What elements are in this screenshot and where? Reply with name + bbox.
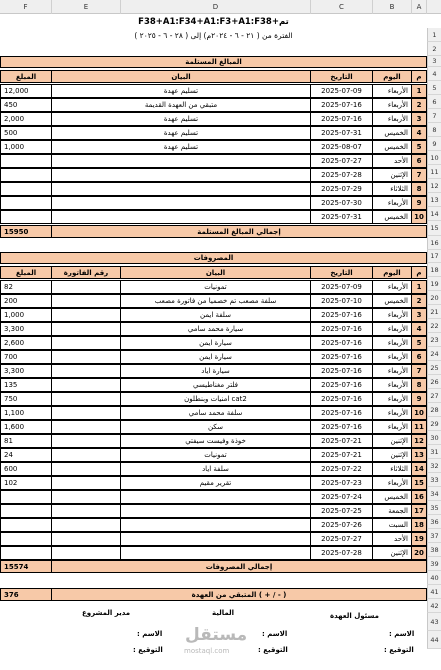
deposit-date-cell[interactable]: 2025-07-28 (311, 168, 373, 182)
row-number[interactable]: 21 (427, 305, 441, 319)
expense-number-cell[interactable]: 19 (412, 532, 427, 546)
deposits-total-row (0, 225, 427, 238)
expense-number-cell[interactable]: 17 (412, 504, 427, 518)
expenses-table-header (0, 266, 427, 279)
finance-name-label: الاسم : (262, 630, 288, 638)
row-number[interactable]: 12 (427, 179, 441, 193)
expense-description-cell[interactable]: سكن (121, 420, 311, 434)
expense-day-cell[interactable]: الأربعاء (373, 406, 412, 420)
expense-description-cell[interactable]: سلفة ايمن (121, 308, 311, 322)
expenses-section-title[interactable]: المصروفات (0, 252, 427, 264)
deposits-section-header (0, 56, 427, 68)
row-number[interactable]: 25 (427, 361, 441, 375)
row-number[interactable]: 37 (427, 529, 441, 543)
deposits-header-description[interactable]: البيان (52, 70, 311, 83)
expense-amount-cell[interactable] (0, 504, 52, 518)
deposits-total-value[interactable]: 15950 (0, 225, 52, 238)
expense-date-cell[interactable]: 2025-07-16 (311, 406, 373, 420)
row-number[interactable]: 23 (427, 333, 441, 347)
expense-day-cell[interactable]: الثلاثاء (373, 462, 412, 476)
expenses-header-date[interactable]: التاريخ (311, 266, 373, 279)
deposit-description-cell[interactable] (52, 168, 311, 182)
expense-invoice-cell[interactable] (52, 462, 121, 476)
row-number[interactable]: 35 (427, 501, 441, 515)
row-number[interactable]: 41 (427, 585, 441, 599)
expense-number-cell[interactable]: 13 (412, 448, 427, 462)
deposit-amount-cell[interactable] (0, 182, 52, 196)
expense-number-cell[interactable]: 20 (412, 546, 427, 560)
deposit-amount-cell[interactable]: 1,000 (0, 140, 52, 154)
deposit-date-cell[interactable]: 2025-07-27 (311, 154, 373, 168)
expense-day-cell[interactable]: الإثنين (373, 434, 412, 448)
expense-description-cell[interactable]: سلفة مصعب تم خصميا من فاتورة مصعب (121, 294, 311, 308)
watermark-url: mostaql.com (184, 647, 230, 655)
expense-invoice-cell[interactable] (52, 518, 121, 532)
row-number[interactable]: 29 (427, 417, 441, 431)
deposit-date-cell[interactable]: 2025-07-30 (311, 196, 373, 210)
finance-sign-label: التوقيع : (258, 646, 288, 654)
expense-day-cell[interactable]: الأحد (373, 532, 412, 546)
expense-date-cell[interactable]: 2025-07-16 (311, 322, 373, 336)
expense-row (0, 490, 427, 504)
deposits-header-date[interactable]: التاريخ (311, 70, 373, 83)
expense-date-cell[interactable]: 2025-07-27 (311, 532, 373, 546)
expense-description-cell[interactable]: سيارة ايمن (121, 336, 311, 350)
deposit-description-cell[interactable] (52, 154, 311, 168)
column-header-a[interactable]: A (412, 0, 427, 14)
expense-row (0, 518, 427, 532)
expense-date-cell[interactable]: 2025-07-23 (311, 476, 373, 490)
expense-invoice-cell[interactable] (52, 504, 121, 518)
expense-date-cell[interactable]: 2025-07-16 (311, 308, 373, 322)
expense-row (0, 322, 427, 336)
manager-name-label: الاسم : (137, 630, 163, 638)
deposit-date-cell[interactable]: 2025-07-31 (311, 210, 373, 224)
expense-amount-cell[interactable]: 102 (0, 476, 52, 490)
deposits-header-day[interactable]: اليوم (373, 70, 412, 83)
expense-description-cell[interactable]: فلتر مغناطيسي (121, 378, 311, 392)
row-number[interactable]: 24 (427, 347, 441, 361)
expense-day-cell[interactable]: الأربعاء (373, 322, 412, 336)
expense-description-cell[interactable]: امنيات وبنطلون cat2 (121, 392, 311, 406)
expense-date-cell[interactable]: 2025-07-22 (311, 462, 373, 476)
deposit-day-cell[interactable]: الأربعاء (373, 98, 412, 112)
expense-date-cell[interactable]: 2025-07-16 (311, 392, 373, 406)
row-number[interactable]: 43 (427, 613, 441, 631)
period-range[interactable]: الفترة من ( ٢١ - ٦ - ٢٠٢٤م) إلى ( ٢٨ - ٦ - ٢٠٢٥ ) (134, 31, 293, 40)
expense-invoice-cell[interactable] (52, 448, 121, 462)
row-number[interactable]: 4 (427, 67, 441, 81)
row-number[interactable]: 8 (427, 123, 441, 137)
expense-day-cell[interactable]: الأربعاء (373, 378, 412, 392)
expense-date-cell[interactable]: 2025-07-21 (311, 434, 373, 448)
deposit-day-cell[interactable]: الأحد (373, 154, 412, 168)
expense-row (0, 448, 427, 462)
deposits-header-amount[interactable]: المبلغ (0, 70, 52, 83)
deposit-date-cell[interactable]: 2025-07-16 (311, 98, 373, 112)
custodian-sign-label: التوقيع : (384, 646, 414, 654)
expense-day-cell[interactable]: الأربعاء (373, 336, 412, 350)
expense-description-cell[interactable] (121, 546, 311, 560)
expense-amount-cell[interactable] (0, 532, 52, 546)
expense-date-cell[interactable]: 2025-07-16 (311, 364, 373, 378)
expense-date-cell[interactable]: 2025-07-16 (311, 350, 373, 364)
row-number[interactable]: 36 (427, 515, 441, 529)
expenses-total-value[interactable]: 15574 (0, 560, 52, 573)
expense-number-cell[interactable]: 18 (412, 518, 427, 532)
expense-amount-cell[interactable]: 200 (0, 294, 52, 308)
expense-amount-cell[interactable]: 2,600 (0, 336, 52, 350)
row-number[interactable]: 33 (427, 473, 441, 487)
expense-number-cell[interactable]: 5 (412, 336, 427, 350)
expense-row (0, 392, 427, 406)
deposit-number-cell[interactable]: 7 (412, 168, 427, 182)
expense-date-cell[interactable]: 2025-07-10 (311, 294, 373, 308)
row-number[interactable]: 27 (427, 389, 441, 403)
expense-invoice-cell[interactable] (52, 322, 121, 336)
deposits-total-label[interactable]: إجمالي المبالغ المستلمة (52, 225, 427, 238)
expense-day-cell[interactable]: الأربعاء (373, 280, 412, 294)
expense-amount-cell[interactable] (0, 518, 52, 532)
deposit-day-cell[interactable]: الخميس (373, 210, 412, 224)
expense-description-cell[interactable]: تمونيات (121, 448, 311, 462)
deposit-row (0, 126, 427, 140)
row-number[interactable]: 5 (427, 81, 441, 95)
expense-description-cell[interactable]: سلفة محمد سامي (121, 406, 311, 420)
expense-amount-cell[interactable]: 81 (0, 434, 52, 448)
deposit-day-cell[interactable]: الأربعاء (373, 84, 412, 98)
expense-number-cell[interactable]: 10 (412, 406, 427, 420)
expense-description-cell[interactable]: سيارة اياد (121, 364, 311, 378)
row-number[interactable]: 44 (427, 631, 441, 649)
expense-amount-cell[interactable] (0, 490, 52, 504)
row-number[interactable]: 2 (427, 42, 441, 56)
expense-number-cell[interactable]: 7 (412, 364, 427, 378)
expense-date-cell[interactable]: 2025-07-28 (311, 546, 373, 560)
deposit-amount-cell[interactable]: 500 (0, 126, 52, 140)
manager-title: مدير المشروع (82, 609, 131, 617)
expenses-total-row (0, 560, 427, 573)
deposit-description-cell[interactable]: تسليم عهدة (52, 84, 311, 98)
expense-date-cell[interactable]: 2025-07-09 (311, 280, 373, 294)
expense-amount-cell[interactable]: 750 (0, 392, 52, 406)
expense-invoice-cell[interactable] (52, 546, 121, 560)
row-number[interactable]: 15 (427, 221, 441, 236)
deposit-amount-cell[interactable]: 450 (0, 98, 52, 112)
expense-date-cell[interactable]: 2025-07-24 (311, 490, 373, 504)
expense-date-cell[interactable]: 2025-07-21 (311, 448, 373, 462)
expense-amount-cell[interactable]: 135 (0, 378, 52, 392)
deposits-table-header (0, 70, 427, 83)
expenses-header-invoice[interactable]: رقم الفاتورة (52, 266, 121, 279)
select-all-corner[interactable] (427, 0, 441, 14)
expense-invoice-cell[interactable] (52, 294, 121, 308)
deposit-day-cell[interactable]: الإثنين (373, 168, 412, 182)
row-number[interactable]: 39 (427, 557, 441, 571)
deposits-header-no[interactable]: م (412, 70, 427, 83)
deposit-description-cell[interactable] (52, 196, 311, 210)
row-number[interactable]: 22 (427, 319, 441, 333)
row-number[interactable]: 32 (427, 459, 441, 473)
deposit-row (0, 112, 427, 126)
expense-row (0, 434, 427, 448)
column-header-bar (0, 0, 441, 14)
expense-amount-cell[interactable]: 1,000 (0, 308, 52, 322)
expense-day-cell[interactable]: الإثنين (373, 448, 412, 462)
deposit-row (0, 210, 427, 224)
expense-amount-cell[interactable]: 1,100 (0, 406, 52, 420)
expense-number-cell[interactable]: 16 (412, 490, 427, 504)
column-header-e[interactable]: E (52, 0, 121, 14)
deposit-amount-cell[interactable]: 12,000 (0, 84, 52, 98)
expense-invoice-cell[interactable] (52, 378, 121, 392)
expense-day-cell[interactable]: الأربعاء (373, 308, 412, 322)
expense-invoice-cell[interactable] (52, 280, 121, 294)
deposit-row (0, 140, 427, 154)
expense-row (0, 532, 427, 546)
deposit-amount-cell[interactable] (0, 154, 52, 168)
expense-number-cell[interactable]: 2 (412, 294, 427, 308)
expense-number-cell[interactable]: 1 (412, 280, 427, 294)
row-number[interactable]: 9 (427, 137, 441, 151)
deposit-amount-cell[interactable]: 2,000 (0, 112, 52, 126)
manager-sign-label: التوقيع : (133, 646, 163, 654)
row-number[interactable]: 40 (427, 571, 441, 585)
expenses-header-no[interactable]: م (412, 266, 427, 279)
expense-amount-cell[interactable] (0, 546, 52, 560)
expense-day-cell[interactable]: الأربعاء (373, 420, 412, 434)
expense-number-cell[interactable]: 6 (412, 350, 427, 364)
deposit-number-cell[interactable]: 4 (412, 126, 427, 140)
deposit-number-cell[interactable]: 10 (412, 210, 427, 224)
expense-row (0, 280, 427, 294)
expense-description-cell[interactable]: سيارة محمد سامي (121, 322, 311, 336)
expense-invoice-cell[interactable] (52, 490, 121, 504)
deposit-day-cell[interactable]: الخميس (373, 126, 412, 140)
deposit-description-cell[interactable] (52, 210, 311, 224)
row-number[interactable]: 30 (427, 431, 441, 445)
deposit-description-cell[interactable]: تسليم عهدة (52, 126, 311, 140)
deposit-row (0, 168, 427, 182)
expense-description-cell[interactable] (121, 490, 311, 504)
deposit-row (0, 196, 427, 210)
row-number[interactable]: 3 (427, 56, 441, 67)
deposit-day-cell[interactable]: الأربعاء (373, 196, 412, 210)
balance-value[interactable]: 376 (0, 588, 52, 601)
deposit-number-cell[interactable]: 5 (412, 140, 427, 154)
row-number[interactable]: 19 (427, 277, 441, 291)
deposit-amount-cell[interactable] (0, 196, 52, 210)
deposit-date-cell[interactable]: 2025-07-31 (311, 126, 373, 140)
spreadsheet-grid (0, 14, 427, 670)
row-number[interactable]: 34 (427, 487, 441, 501)
expense-description-cell[interactable] (121, 504, 311, 518)
expense-invoice-cell[interactable] (52, 308, 121, 322)
expense-number-cell[interactable]: 8 (412, 378, 427, 392)
row-number[interactable]: 10 (427, 151, 441, 165)
row-number[interactable]: 6 (427, 95, 441, 109)
row-number[interactable]: 11 (427, 165, 441, 179)
expense-date-cell[interactable]: 2025-07-26 (311, 518, 373, 532)
expense-day-cell[interactable]: الأربعاء (373, 476, 412, 490)
expense-invoice-cell[interactable] (52, 532, 121, 546)
expense-description-cell[interactable]: سيارة ايمن (121, 350, 311, 364)
deposit-number-cell[interactable]: 8 (412, 182, 427, 196)
deposit-number-cell[interactable]: 1 (412, 84, 427, 98)
expense-amount-cell[interactable]: 600 (0, 462, 52, 476)
expense-day-cell[interactable]: الخميس (373, 490, 412, 504)
expense-amount-cell[interactable]: 700 (0, 350, 52, 364)
row-number[interactable]: 26 (427, 375, 441, 389)
deposit-day-cell[interactable]: الخميس (373, 140, 412, 154)
deposit-date-cell[interactable]: 2025-07-09 (311, 84, 373, 98)
expense-date-cell[interactable]: 2025-07-16 (311, 420, 373, 434)
row-number[interactable]: 31 (427, 445, 441, 459)
expense-amount-cell[interactable]: 1,600 (0, 420, 52, 434)
expense-day-cell[interactable]: السبت (373, 518, 412, 532)
deposit-amount-cell[interactable] (0, 168, 52, 182)
column-header-c[interactable]: C (311, 0, 373, 14)
expense-description-cell[interactable] (121, 532, 311, 546)
expense-invoice-cell[interactable] (52, 392, 121, 406)
row-number[interactable]: 28 (427, 403, 441, 417)
deposit-number-cell[interactable]: 2 (412, 98, 427, 112)
expense-row (0, 336, 427, 350)
expense-amount-cell[interactable]: 3,300 (0, 322, 52, 336)
row-number[interactable]: 17 (427, 250, 441, 263)
expense-amount-cell[interactable]: 24 (0, 448, 52, 462)
expense-invoice-cell[interactable] (52, 350, 121, 364)
watermark-logo: مستقل (185, 625, 248, 645)
deposit-date-cell[interactable]: 2025-07-16 (311, 112, 373, 126)
expense-day-cell[interactable]: الجمعة (373, 504, 412, 518)
deposit-description-cell[interactable]: تسليم عهدة (52, 140, 311, 154)
expense-invoice-cell[interactable] (52, 336, 121, 350)
expense-row (0, 350, 427, 364)
deposit-row (0, 98, 427, 112)
expense-day-cell[interactable]: الأربعاء (373, 350, 412, 364)
deposit-date-cell[interactable]: 2025-07-29 (311, 182, 373, 196)
custodian-name-label: الاسم : (389, 630, 415, 638)
row-number[interactable]: 13 (427, 193, 441, 207)
column-header-b[interactable]: B (373, 0, 412, 14)
expense-description-cell[interactable]: تقرير مقيم (121, 476, 311, 490)
expense-description-cell[interactable]: تمونيات (121, 280, 311, 294)
balance-label[interactable]: المتبقي من العهدة ( + / - ) (52, 588, 427, 601)
expense-date-cell[interactable]: 2025-07-16 (311, 378, 373, 392)
expense-description-cell[interactable]: خوذة وفيست سيفتي (121, 434, 311, 448)
expense-row (0, 476, 427, 490)
expense-row (0, 546, 427, 560)
expenses-total-label[interactable]: إجمالي المصروفات (52, 560, 427, 573)
expense-row (0, 378, 427, 392)
expenses-section-header (0, 252, 427, 264)
expense-invoice-cell[interactable] (52, 364, 121, 378)
expense-day-cell[interactable]: الإثنين (373, 546, 412, 560)
row-number[interactable]: 7 (427, 109, 441, 123)
row-number[interactable]: 14 (427, 207, 441, 221)
deposit-description-cell[interactable]: تسليم عهدة (52, 112, 311, 126)
deposit-day-cell[interactable]: الثلاثاء (373, 182, 412, 196)
expense-number-cell[interactable]: 9 (412, 392, 427, 406)
expense-number-cell[interactable]: 3 (412, 308, 427, 322)
expense-row (0, 462, 427, 476)
balance-row (0, 588, 427, 601)
deposit-number-cell[interactable]: 9 (412, 196, 427, 210)
expense-day-cell[interactable]: الأربعاء (373, 392, 412, 406)
expense-row (0, 308, 427, 322)
expense-number-cell[interactable]: 14 (412, 462, 427, 476)
deposit-day-cell[interactable]: الأربعاء (373, 112, 412, 126)
expense-row (0, 364, 427, 378)
sheet-title[interactable]: F38+A1:F34+A1:F3+A1:F38+تم (138, 17, 289, 27)
expense-number-cell[interactable]: 12 (412, 434, 427, 448)
expense-invoice-cell[interactable] (52, 476, 121, 490)
row-number[interactable]: 16 (427, 236, 441, 250)
deposit-number-cell[interactable]: 6 (412, 154, 427, 168)
deposit-row (0, 84, 427, 98)
expense-row (0, 294, 427, 308)
expenses-header-description[interactable]: البيان (121, 266, 311, 279)
expense-number-cell[interactable]: 11 (412, 420, 427, 434)
expense-row (0, 420, 427, 434)
expense-row (0, 504, 427, 518)
expenses-header-day[interactable]: اليوم (373, 266, 412, 279)
expense-date-cell[interactable]: 2025-07-25 (311, 504, 373, 518)
row-number[interactable]: 42 (427, 599, 441, 613)
expense-date-cell[interactable]: 2025-07-16 (311, 336, 373, 350)
expense-amount-cell[interactable]: 3,300 (0, 364, 52, 378)
deposit-date-cell[interactable]: 2025-08-07 (311, 140, 373, 154)
column-header-f[interactable]: F (0, 0, 52, 14)
row-number[interactable]: 20 (427, 291, 441, 305)
expense-row (0, 406, 427, 420)
deposit-row (0, 182, 427, 196)
expense-description-cell[interactable] (121, 518, 311, 532)
expense-number-cell[interactable]: 4 (412, 322, 427, 336)
deposit-description-cell[interactable] (52, 182, 311, 196)
expense-invoice-cell[interactable] (52, 434, 121, 448)
expense-day-cell[interactable]: الأربعاء (373, 364, 412, 378)
expense-description-cell[interactable]: سلفة اياد (121, 462, 311, 476)
expenses-header-amount[interactable]: المبلغ (0, 266, 52, 279)
deposit-number-cell[interactable]: 3 (412, 112, 427, 126)
column-header-d[interactable]: D (121, 0, 311, 14)
expense-amount-cell[interactable]: 82 (0, 280, 52, 294)
deposits-section-title[interactable]: المبالغ المستلمة (0, 56, 427, 68)
custodian-title: مسئول العهدة (330, 612, 379, 620)
finance-title: المالية (212, 609, 235, 617)
expense-day-cell[interactable]: الخميس (373, 294, 412, 308)
row-number[interactable]: 18 (427, 263, 441, 277)
expense-number-cell[interactable]: 15 (412, 476, 427, 490)
deposit-description-cell[interactable]: متبقي من العهدة القديمة (52, 98, 311, 112)
deposit-row (0, 154, 427, 168)
expense-invoice-cell[interactable] (52, 406, 121, 420)
deposit-amount-cell[interactable] (0, 210, 52, 224)
row-number[interactable]: 1 (427, 28, 441, 42)
expense-invoice-cell[interactable] (52, 420, 121, 434)
row-number[interactable]: 38 (427, 543, 441, 557)
